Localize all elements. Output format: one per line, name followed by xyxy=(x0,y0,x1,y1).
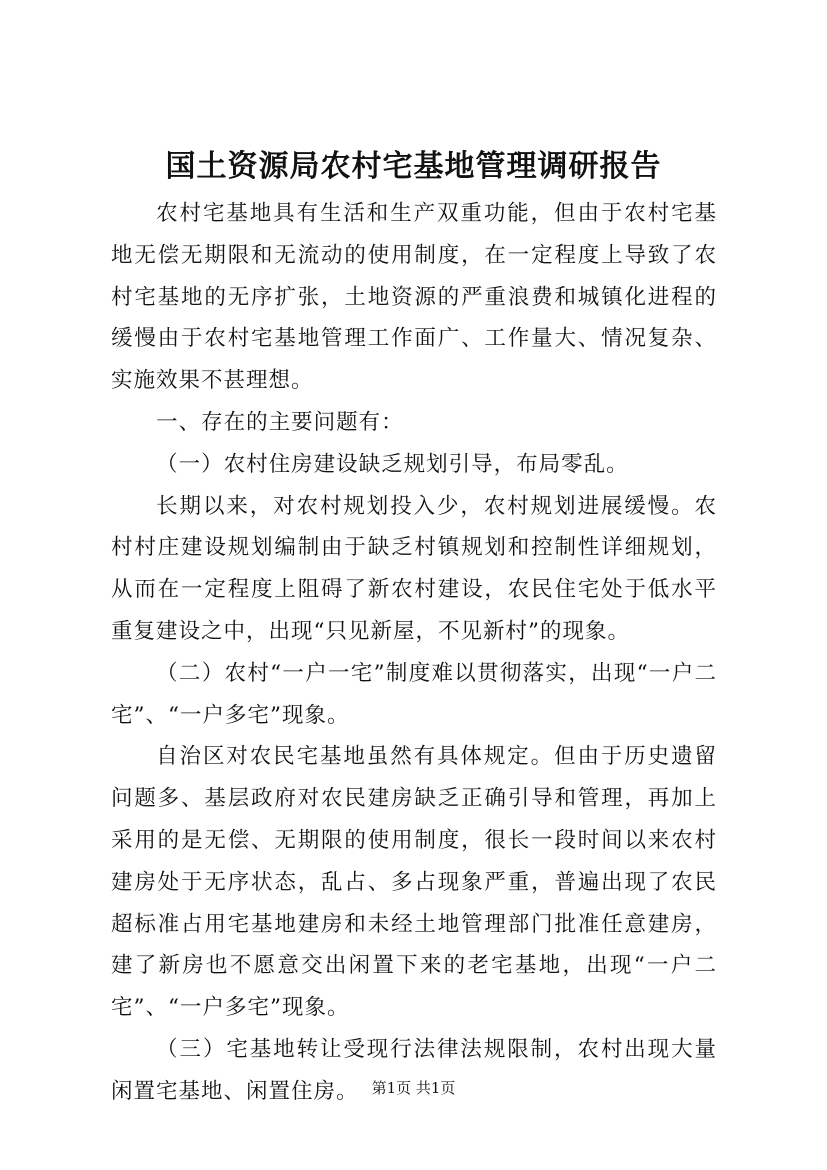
subheading-problem-2: （二）农村“一户一宅”制度难以贯彻落实，出现“一户二宅”、“一户多宅”现象。 xyxy=(111,660,717,728)
document-title: 国土资源局农村宅基地管理调研报告 xyxy=(165,149,662,184)
intro-paragraph: 农村宅基地具有生活和生产双重功能，但由于农村宅基地无偿无期限和无流动的使用制度，在一定程度上导致了农村宅基地的无序扩张，土地资源的严重浪费和城镇化进程的缓慢由于农村宅基地管理工作面广、工作量大、情况复杂、实施效果不甚理想。 xyxy=(111,201,717,394)
subheading-problem-3: （三）宅基地转让受现行法律法规限制，农村出现大量闲置宅基地、闲置住房。 xyxy=(111,1036,717,1104)
page-number-footer: 第1页 共1页 xyxy=(371,1079,456,1097)
problem-1-paragraph: 长期以来，对农村规划投入少，农村规划进展缓慢。农村村庄建设规划编制由于缺乏村镇规划和控制性详细规划，从而在一定程度上阻碍了新农村建设，农民住宅处于低水平重复建设之中，出现“只见新屋，不见新村”的现象。 xyxy=(111,493,717,644)
section-heading-main-problems: 一、存在的主要问题有： xyxy=(156,409,404,435)
subheading-problem-1: （一）农村住房建设缺乏规划引导，布局零乱。 xyxy=(156,451,629,477)
document-body xyxy=(111,193,717,1113)
problem-2-paragraph: 自治区对农民宅基地虽然有具体规定。但由于历史遗留问题多、基层政府对农民建房缺乏正确引导和管理，再加上采用的是无偿、无期限的使用制度，很长一段时间以来农村建房处于无序状态，乱占、多占现象严重，普遍出现了农民超标准占用宅基地建房和未经土地管理部门批准任意建房，建了新房也不愿意交出闲置下来的老宅基地，出现“一户二宅”、“一户多宅”现象。 xyxy=(111,744,717,1021)
